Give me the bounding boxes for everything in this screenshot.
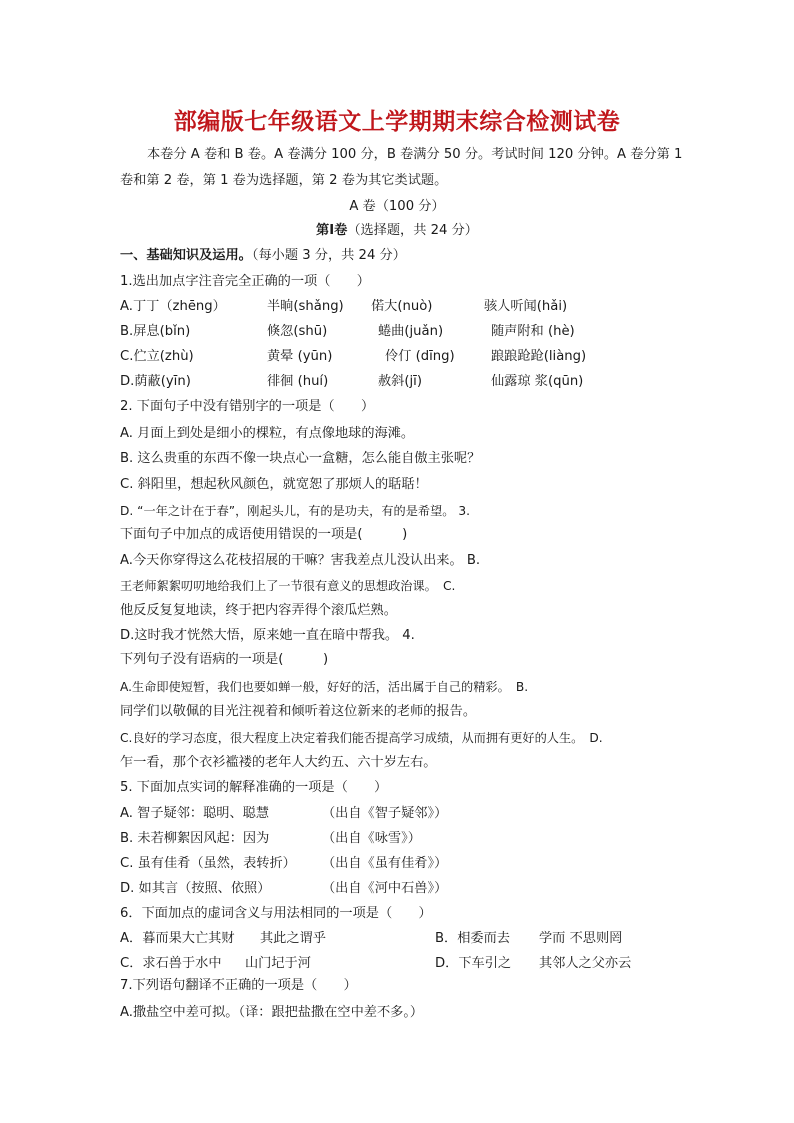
section-1-note: （每小题 3 分，共 24 分） [251, 248, 406, 263]
question-3-stem: 下面句子中加点的成语使用错误的一项是( ) [120, 527, 408, 542]
q7-option: A.撒盐空中差可拟。（译：跟把盐撒在空中差不多。） [120, 1005, 424, 1020]
q1-option-cell: 黄晕 (yūn) [267, 349, 333, 364]
q5-source: （出自《虽有佳肴》） [322, 856, 448, 871]
q5-option: A. 智子疑邻：聪明、聪慧 [120, 806, 270, 821]
q5-option: B. 未若柳絮因风起：因为 [120, 831, 270, 846]
q5-source: （出自《河中石兽》） [322, 881, 448, 896]
q1-option-cell: A.丁丁（zhēng） [120, 299, 226, 314]
q2-option: A. 月面上到处是细小的棵粒，有点像地球的海滩。 [120, 426, 415, 441]
intro-line: 本卷分 A 卷和 B 卷。A 卷满分 100 分，B 卷满分 50 分。考试时间 120 分钟。A 卷分第 1 [147, 147, 683, 162]
q1-option-cell: 赦斜(jī) [378, 374, 422, 389]
q5-option: C. 虽有佳肴（虽然，表转折） [120, 856, 296, 871]
q6-option: 学而 不思则罔 [539, 931, 623, 946]
q6-option: 其邻人之父亦云 [539, 956, 632, 971]
volume-1-heading [0, 223, 794, 239]
q6-option: D．下车引之 [435, 956, 512, 971]
volume-1-label: 第Ⅰ卷 [316, 223, 348, 238]
q6-option: C．求石兽于水中 [120, 956, 222, 971]
q6-option: A．暮而果大亡其财 [120, 931, 235, 946]
q6-option: 山门圮于河 [245, 956, 311, 971]
q1-option-cell: 仙露琼 浆(qūn) [491, 374, 584, 389]
q2-option: B. 这么贵重的东西不像一块点心一盒糖，怎么能自傲主张呢？ [120, 451, 481, 466]
question-2-stem: 2. 下面句子中没有错别字的一项是（ ） [120, 399, 375, 414]
volume-1-note: （选择题，共 24 分） [347, 223, 478, 238]
q1-option-cell: D.荫蔽(yīn) [120, 374, 191, 389]
q5-source: （出自《咏雪》） [322, 831, 421, 846]
q4-option: C.良好的学习态度，很大程度上决定着我们能否提高学习成绩，从而拥有更好的人生。 D. [120, 731, 603, 745]
q3-option: 王老师絮絮叨叨地给我们上了一节很有意义的思想政治课。 C. [120, 579, 456, 593]
q1-option-cell: 随声附和 (hè) [491, 324, 575, 339]
q1-option-cell: 蜷曲(juǎn) [378, 324, 444, 339]
q3-option: A.今天你穿得这么花枝招展的干嘛？害我差点儿没认出来。 B. [120, 553, 481, 568]
a-volume-heading: A 卷（100 分） [349, 199, 445, 214]
question-6-stem: 6．下面加点的虚词含义与用法相同的一项是（ ） [120, 906, 432, 921]
q4-option: A.生命即使短暂，我们也要如蝉一般，好好的活，活出属于自己的精彩。 B. [120, 680, 529, 694]
q1-option-cell: 半晌(shǎng) [267, 299, 344, 314]
q4-option: 同学们以敬佩的目光注视着和倾听着这位新来的老师的报告。 [120, 704, 477, 719]
q2-option: D. “一年之计在于春”，刚起头儿，有的是功夫，有的是希望。 3. [120, 504, 470, 518]
q6-option: 其此之谓乎 [260, 931, 326, 946]
q1-option-cell: B.屏息(bǐn) [120, 324, 191, 339]
q1-option-cell: 伶仃 (dīng) [385, 349, 455, 364]
q1-option-cell: 骇人听闻(hǎi) [484, 299, 568, 314]
q1-option-cell: 徘徊 (huí) [267, 374, 329, 389]
q6-option: B．相委而去 [435, 931, 510, 946]
q5-option: D. 如其言（按照、依照） [120, 881, 271, 896]
question-7-stem: 7.下列语句翻译不正确的一项是（ ） [120, 978, 357, 993]
question-5-stem: 5. 下面加点实词的解释准确的一项是（ ） [120, 780, 388, 795]
q3-option: D.这时我才恍然大悟，原来她一直在暗中帮我。 4. [120, 628, 415, 643]
q5-source: （出自《智子疑邻》） [322, 806, 448, 821]
q4-option: 乍一看，那个衣衫褴褛的老年人大约五、六十岁左右。 [120, 755, 437, 770]
page-title: 部编版七年级语文上学期期末综合检测试卷 [173, 108, 621, 135]
section-1-label: 一、基础知识及运用。 [120, 248, 252, 263]
question-4-stem: 下列句子没有语病的一项是( ) [120, 652, 329, 667]
q2-option: C. 斜阳里，想起秋风颜色，就宽恕了那烦人的聒聒！ [120, 477, 428, 492]
q1-option-cell: 偌大(nuò) [371, 299, 433, 314]
q1-option-cell: 踉踉跄跄(liàng) [491, 349, 587, 364]
intro-line: 卷和第 2 卷，第 1 卷为选择题，第 2 卷为其它类试题。 [120, 173, 448, 188]
q3-option: 他反反复复地读，终于把内容弄得个滚瓜烂熟。 [120, 603, 397, 618]
q1-option-cell: 倏忽(shū) [267, 324, 328, 339]
question-1-stem: 1.选出加点字注音完全正确的一项（ ） [120, 274, 370, 289]
section-1-heading [120, 248, 406, 264]
q1-option-cell: C.伫立(zhù) [120, 349, 194, 364]
